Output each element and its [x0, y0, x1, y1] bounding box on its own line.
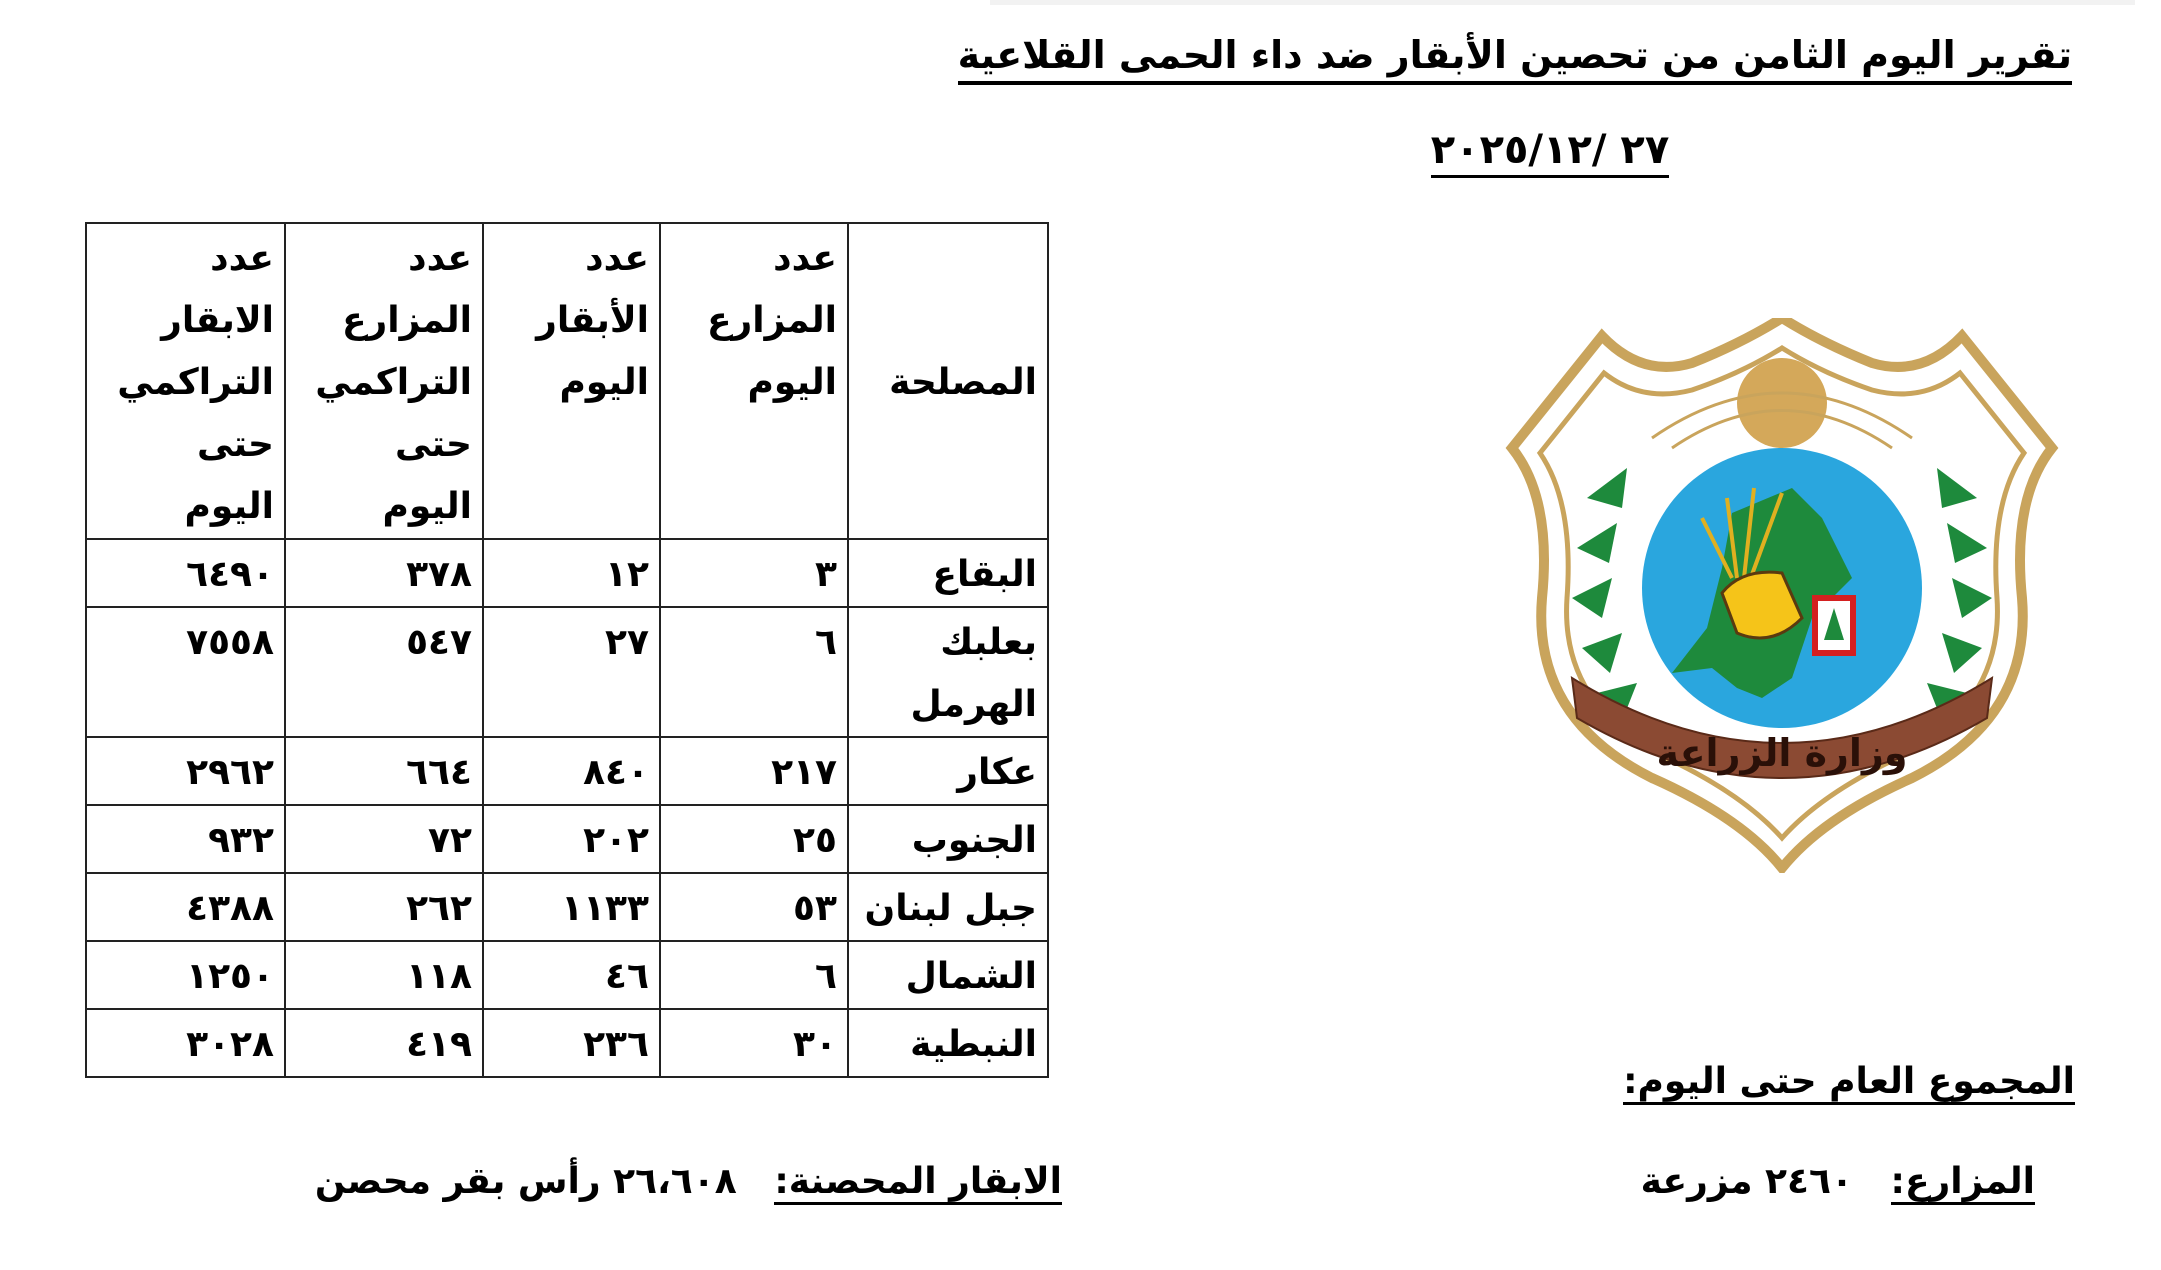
cell-cattle-cumulative: ٧٥٥٨	[86, 607, 285, 737]
header-farms-today: عدد المزارع اليوم	[660, 223, 848, 539]
cell-farms-cumulative: ٦٦٤	[285, 737, 483, 805]
report-date-text: ٢٧ /٢٠٢٥/١٢	[1431, 127, 1669, 178]
report-title	[860, 30, 2072, 80]
cell-farms-cumulative: ٤١٩	[285, 1009, 483, 1077]
table-row	[86, 941, 1048, 1009]
cell-cattle-cumulative: ٩٣٢	[86, 805, 285, 873]
table-row	[86, 539, 1048, 607]
farms-label: المزارع:	[1891, 1161, 2035, 1205]
cattle-value: ٢٦،٦٠٨ رأس بقر محصن	[314, 1161, 737, 1202]
table-row	[86, 607, 1048, 737]
cell-region: النبطية	[848, 1009, 1048, 1077]
cell-cattle-today: ١٢	[483, 539, 660, 607]
vaccination-table	[85, 222, 1049, 1078]
cell-farms-cumulative: ٢٦٢	[285, 873, 483, 941]
cell-region: عكار	[848, 737, 1048, 805]
logo-text: وزارة الزراعة	[1656, 731, 1908, 775]
header-cattle-cumulative: عدد الابقار التراكمي حتى اليوم	[86, 223, 285, 539]
cell-region: بعلبك الهرمل	[848, 607, 1048, 737]
cell-farms-today: ٥٣	[660, 873, 848, 941]
farms-value: ٢٤٦٠ مزرعة	[1640, 1161, 1853, 1202]
cell-cattle-cumulative: ٣٠٢٨	[86, 1009, 285, 1077]
cell-farms-today: ٢١٧	[660, 737, 848, 805]
cell-region: البقاع	[848, 539, 1048, 607]
cell-farms-cumulative: ٧٢	[285, 805, 483, 873]
cattle-label: الابقار المحصنة:	[774, 1161, 1062, 1205]
top-divider	[990, 0, 2135, 5]
report-title-text: تقرير اليوم الثامن من تحصين الأبقار ضد داء الحمى القلاعية	[958, 33, 2072, 85]
cell-cattle-today: ٢٠٢	[483, 805, 660, 873]
summary-cattle	[200, 1158, 1062, 1206]
cell-cattle-cumulative: ٢٩٦٢	[86, 737, 285, 805]
cell-region: الجنوب	[848, 805, 1048, 873]
cell-farms-today: ٣	[660, 539, 848, 607]
summary-farms	[1400, 1158, 2035, 1206]
report-date	[1380, 125, 1720, 175]
header-region: المصلحة	[848, 223, 1048, 539]
cell-cattle-today: ٤٦	[483, 941, 660, 1009]
cell-cattle-today: ١١٣٣	[483, 873, 660, 941]
cell-cattle-today: ٢٧	[483, 607, 660, 737]
ministry-of-agriculture-logo	[1492, 318, 2072, 873]
cell-cattle-today: ٢٣٦	[483, 1009, 660, 1077]
table-row	[86, 873, 1048, 941]
summary-heading	[1400, 1058, 2075, 1106]
cell-farms-today: ٣٠	[660, 1009, 848, 1077]
cell-farms-cumulative: ٣٧٨	[285, 539, 483, 607]
cell-cattle-cumulative: ١٢٥٠	[86, 941, 285, 1009]
cell-cattle-cumulative: ٤٣٨٨	[86, 873, 285, 941]
header-cattle-today: عدد الأبقار اليوم	[483, 223, 660, 539]
cell-farms-cumulative: ٥٤٧	[285, 607, 483, 737]
table-header-row	[86, 223, 1048, 539]
cell-farms-cumulative: ١١٨	[285, 941, 483, 1009]
cell-farms-today: ٦	[660, 941, 848, 1009]
cell-region: جبل لبنان	[848, 873, 1048, 941]
table-row	[86, 737, 1048, 805]
header-farms-cumulative: عدد المزارع التراكمي حتى اليوم	[285, 223, 483, 539]
summary-heading-text: المجموع العام حتى اليوم:	[1623, 1061, 2075, 1105]
cell-cattle-cumulative: ٦٤٩٠	[86, 539, 285, 607]
cell-farms-today: ٦	[660, 607, 848, 737]
table-row	[86, 1009, 1048, 1077]
cell-region: الشمال	[848, 941, 1048, 1009]
cell-cattle-today: ٨٤٠	[483, 737, 660, 805]
table-row	[86, 805, 1048, 873]
cell-farms-today: ٢٥	[660, 805, 848, 873]
